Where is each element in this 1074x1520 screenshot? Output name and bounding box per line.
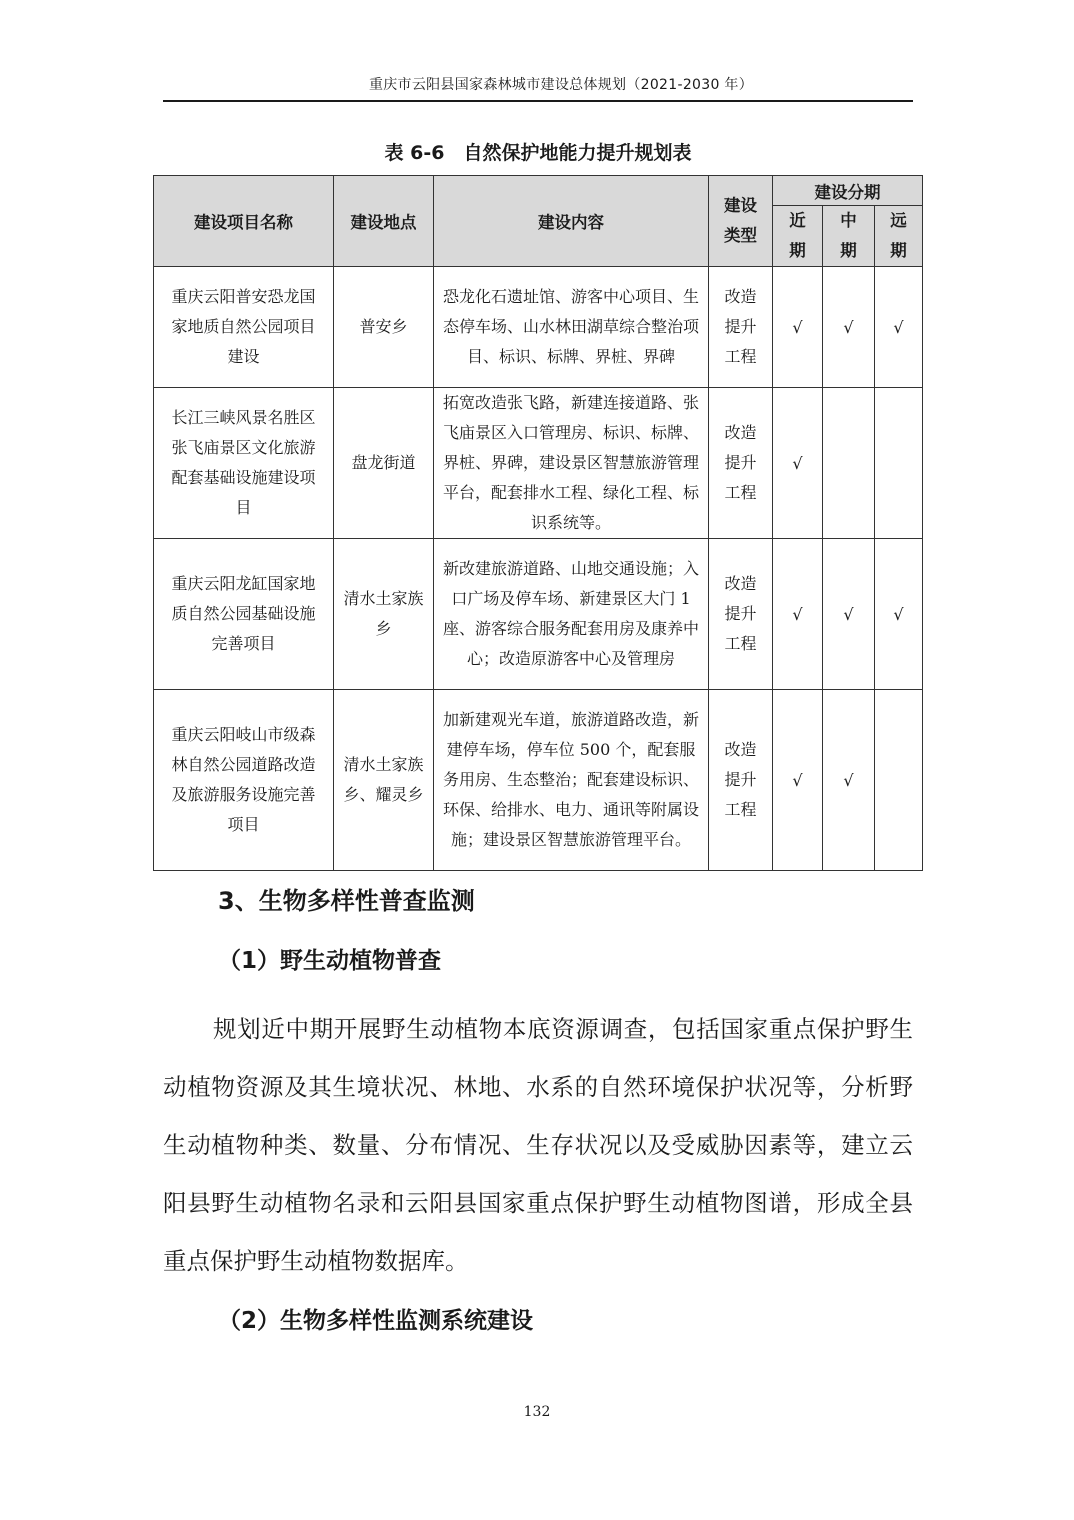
row-far-check: √ [875, 539, 923, 690]
table-caption: 表 6-6 自然保护地能力提升规划表 [384, 142, 692, 164]
row-mid-check: √ [823, 539, 875, 690]
section-heading: 3、生物多样性普查监测 [218, 887, 475, 915]
row-name: 长江三峡风景名胜区张飞庙景区文化旅游配套基础设施建设项目 [154, 388, 334, 539]
row-far-check [875, 388, 923, 539]
header-name: 建设项目名称 [154, 176, 334, 267]
table-row [154, 539, 923, 690]
subsection-heading-2: （2）生物多样性监测系统建设 [218, 1308, 534, 1334]
table-row [154, 388, 923, 539]
row-name: 重庆云阳岐山市级森林自然公园道路改造及旅游服务设施完善项目 [154, 690, 334, 871]
header-near [773, 206, 823, 267]
body-paragraph: 规划近中期开展野生动植物本底资源调查，包括国家重点保护野生动植物资源及其生境状况、林地、水系的自然环境保护状况等，分析野生动植物种类、数量、分布情况、生存状况以及受威胁因素等，建立云阳县野生动植物名录和云阳县国家重点保护野生动植物图谱，形成全县重点保护野生动植物数据库。 [163, 1015, 913, 1275]
header-title: 重庆市云阳县国家森林城市建设总体规划（2021-2030 年） [368, 77, 753, 93]
row-near-check: √ [773, 388, 823, 539]
header-phase-group: 建设分期 [773, 176, 923, 206]
row-location: 盘龙街道 [334, 388, 434, 539]
header-location: 建设地点 [334, 176, 434, 267]
row-name: 重庆云阳普安恐龙国家地质自然公园项目建设 [154, 267, 334, 388]
row-mid-check: √ [823, 690, 875, 871]
row-far-check [875, 690, 923, 871]
page-number: 132 [523, 1404, 551, 1420]
header-mid [823, 206, 875, 267]
table-row [154, 267, 923, 388]
page-header [163, 72, 913, 102]
row-mid-check [823, 388, 875, 539]
planning-table [153, 175, 923, 871]
row-location: 普安乡 [334, 267, 434, 388]
subsection-heading-1: （1）野生动植物普查 [218, 948, 442, 974]
row-near-check: √ [773, 539, 823, 690]
header-mid-text: 中期 [840, 211, 857, 260]
row-type: 改造提升工程 [709, 388, 773, 539]
row-content: 新改建旅游道路、山地交通设施；入口广场及停车场、新建景区大门 1 座、游客综合服务配套用房及康养中心；改造原游客中心及管理房 [434, 539, 709, 690]
header-type [709, 176, 773, 267]
row-type: 改造提升工程 [709, 539, 773, 690]
row-far-check: √ [875, 267, 923, 388]
table-row [154, 690, 923, 871]
row-location: 清水土家族乡、耀灵乡 [334, 690, 434, 871]
header-far [875, 206, 923, 267]
header-type-text: 建设类型 [723, 196, 757, 245]
row-location: 清水土家族乡 [334, 539, 434, 690]
header-near-text: 近期 [789, 211, 806, 260]
row-type: 改造提升工程 [709, 690, 773, 871]
header-content: 建设内容 [434, 176, 709, 267]
row-content: 拓宽改造张飞路，新建连接道路、张飞庙景区入口管理房、标识、标牌、界桩、界碑，建设景区智慧旅游管理平台，配套排水工程、绿化工程、标识系统等。 [434, 388, 709, 539]
row-content: 加新建观光车道，旅游道路改造，新建停车场，停车位 500 个，配套服务用房、生态整治；配套建设标识、环保、给排水、电力、通讯等附属设施；建设景区智慧旅游管理平台。 [434, 690, 709, 871]
row-near-check: √ [773, 690, 823, 871]
row-name: 重庆云阳龙缸国家地质自然公园基础设施完善项目 [154, 539, 334, 690]
header-far-text: 远期 [890, 211, 907, 260]
row-mid-check: √ [823, 267, 875, 388]
row-type: 改造提升工程 [709, 267, 773, 388]
row-near-check: √ [773, 267, 823, 388]
row-content: 恐龙化石遗址馆、游客中心项目、生态停车场、山水林田湖草综合整治项目、标识、标牌、界桩、界碑 [434, 267, 709, 388]
